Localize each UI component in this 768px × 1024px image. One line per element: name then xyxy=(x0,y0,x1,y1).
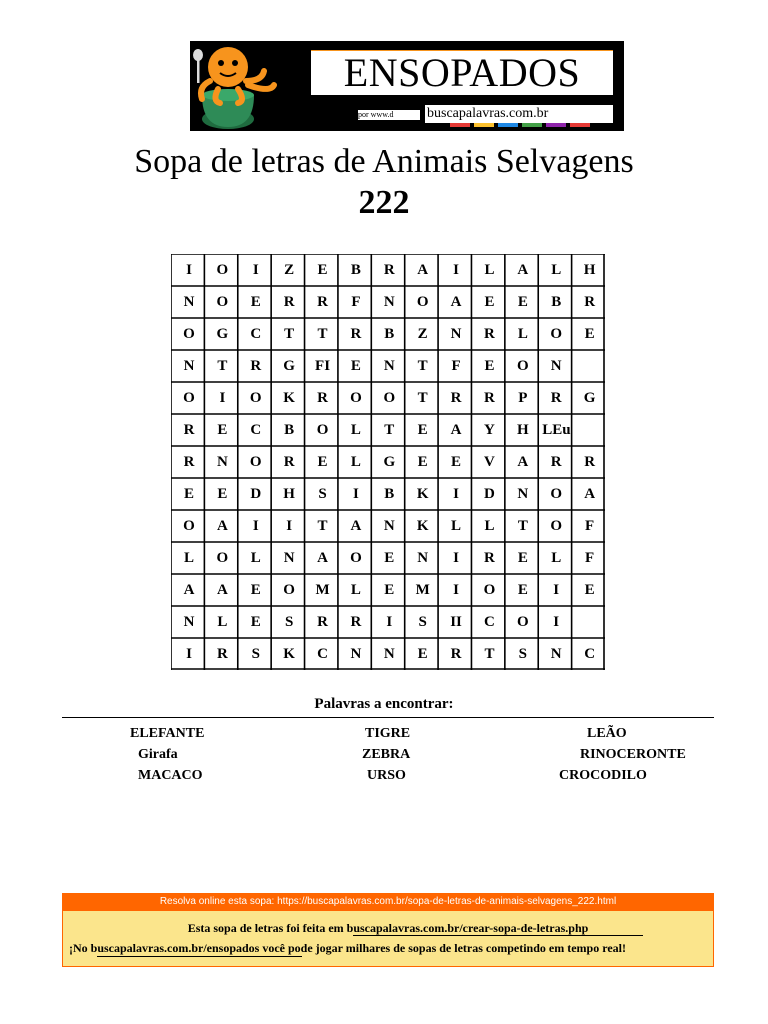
grid-cell[interactable]: E xyxy=(584,582,595,598)
grid-cell[interactable]: V xyxy=(484,454,495,470)
grid-cell[interactable]: Y xyxy=(484,422,495,438)
promo-underline xyxy=(97,956,302,957)
grid-cell[interactable]: R xyxy=(584,294,596,310)
grid-cell[interactable]: R xyxy=(216,646,228,662)
grid-cell[interactable]: A xyxy=(317,550,328,566)
grid-cell[interactable]: I xyxy=(453,550,459,566)
grid-cell[interactable]: A xyxy=(183,582,195,598)
grid-cell[interactable]: O xyxy=(183,518,195,534)
grid-cell[interactable]: N xyxy=(550,646,562,662)
grid-cell[interactable]: A xyxy=(350,518,362,534)
grid-cell[interactable]: T xyxy=(417,358,428,374)
grid-cell[interactable]: A xyxy=(216,582,228,598)
grid-cell[interactable]: R xyxy=(450,390,462,406)
grid-cell[interactable]: R xyxy=(283,454,295,470)
grid-cell[interactable]: E xyxy=(517,582,528,598)
grid-cell[interactable]: E xyxy=(417,454,428,470)
grid-cell[interactable]: O xyxy=(249,454,262,470)
word-item: URSO xyxy=(367,768,406,783)
grid-cell[interactable]: L xyxy=(484,518,495,534)
grid-cell[interactable]: O xyxy=(550,326,563,342)
grid-cell[interactable]: K xyxy=(283,646,295,662)
page-number: 222 xyxy=(358,184,410,221)
grid-cell[interactable]: T xyxy=(317,518,328,534)
grid-cell[interactable]: N xyxy=(417,550,429,566)
grid-cell[interactable]: I xyxy=(219,390,226,406)
grid-cell[interactable]: F xyxy=(451,358,461,374)
grid-cell[interactable]: I xyxy=(186,262,192,278)
grid-cell[interactable]: T xyxy=(484,646,495,662)
grid-cell[interactable]: E xyxy=(350,358,361,374)
grid-cell[interactable]: N xyxy=(517,486,529,502)
grid-cell[interactable]: I xyxy=(453,486,459,502)
grid-cell[interactable]: R xyxy=(317,390,328,406)
grid-cell[interactable]: R xyxy=(350,614,362,630)
grid-cell[interactable]: E xyxy=(517,294,528,310)
grid-cell[interactable]: B xyxy=(551,294,562,310)
word-search-grid[interactable] xyxy=(171,254,605,670)
grid-cell[interactable]: C xyxy=(584,646,596,662)
grid-cell[interactable]: N xyxy=(550,358,562,374)
grid-cell[interactable]: O xyxy=(183,326,195,342)
grid-cell[interactable]: R xyxy=(183,454,195,470)
grid-cell[interactable]: E xyxy=(417,646,428,662)
grid-cell[interactable]: L xyxy=(350,422,361,438)
grid-cell[interactable]: M xyxy=(415,582,430,598)
grid-cell[interactable]: O xyxy=(183,390,195,406)
grid-cell[interactable]: H xyxy=(517,422,529,438)
grid-cell[interactable]: A xyxy=(517,454,529,470)
grid-cell[interactable]: L xyxy=(451,518,462,534)
grid-cell[interactable]: C xyxy=(484,614,495,630)
grid-cell[interactable]: H xyxy=(283,486,295,502)
grid-cell[interactable]: N xyxy=(216,454,228,470)
page-title: Sopa de letras de Animais Selvagens xyxy=(134,143,634,180)
grid-cell[interactable]: M xyxy=(315,582,330,598)
grid-cell[interactable]: R xyxy=(183,422,195,438)
grid-cell[interactable]: A xyxy=(216,518,228,534)
grid-cell[interactable]: A xyxy=(417,262,429,278)
grid-cell[interactable]: E xyxy=(484,294,495,310)
grid-cell[interactable]: O xyxy=(550,518,563,534)
grid-cell[interactable]: E xyxy=(451,454,462,470)
grid-cell[interactable]: I xyxy=(386,614,393,630)
grid-cell[interactable]: O xyxy=(517,358,529,374)
word-item: CROCODILO xyxy=(559,768,647,783)
grid-cell[interactable]: N xyxy=(383,646,395,662)
grid-cell[interactable]: E xyxy=(250,582,261,598)
grid-cell[interactable]: O xyxy=(517,614,529,630)
word-item: ZEBRA xyxy=(362,747,411,762)
grid-cell[interactable]: B xyxy=(384,486,395,502)
grid-cell[interactable]: Z xyxy=(417,326,428,342)
grid-cell[interactable]: N xyxy=(450,326,462,342)
grid-cell[interactable]: E xyxy=(484,358,495,374)
grid-cell[interactable]: E xyxy=(183,486,194,502)
grid-cell[interactable]: E xyxy=(217,422,228,438)
grid-cell[interactable]: L xyxy=(484,262,495,278)
grid-cell[interactable]: I xyxy=(186,646,192,662)
made-with-underline xyxy=(353,935,643,936)
grid-cell[interactable]: K xyxy=(283,390,295,406)
grid-cell[interactable]: K xyxy=(416,518,429,534)
word-item: Girafa xyxy=(138,747,178,762)
grid-cell[interactable]: O xyxy=(416,294,429,310)
grid-cell[interactable]: R xyxy=(484,326,495,342)
made-with-text[interactable]: Esta sopa de letras foi feita em buscapalavras.com.br/crear-sopa-de-letras.php xyxy=(187,921,589,935)
grid-cell[interactable]: T xyxy=(417,390,428,406)
grid-cell[interactable]: R xyxy=(283,294,295,310)
grid-cell[interactable]: A xyxy=(450,294,462,310)
grid-cell[interactable]: S xyxy=(418,614,427,630)
grid-cell[interactable]: C xyxy=(317,646,328,662)
grid-cell[interactable]: R xyxy=(317,294,328,310)
grid-cell[interactable]: O xyxy=(383,390,396,406)
grid-cell[interactable]: L xyxy=(551,550,562,566)
word-item: MACACO xyxy=(138,768,203,783)
grid-cell[interactable]: N xyxy=(383,294,395,310)
grid-cell[interactable]: T xyxy=(284,326,295,342)
word-item: RINOCERONTE xyxy=(580,747,686,762)
grid-cell[interactable]: R xyxy=(250,358,262,374)
grid-cell[interactable]: N xyxy=(383,358,395,374)
grid-cell[interactable]: II xyxy=(450,614,462,630)
grid-cell[interactable]: E xyxy=(250,614,261,630)
footer-box xyxy=(62,910,714,967)
grid-cell[interactable]: I xyxy=(252,518,259,534)
grid-cell[interactable]: G xyxy=(283,358,295,374)
grid-cell[interactable]: B xyxy=(350,262,361,278)
grid-cell[interactable]: L xyxy=(517,326,528,342)
grid-cell[interactable]: F xyxy=(585,518,595,534)
grid-cell[interactable]: B xyxy=(284,422,295,438)
grid-cell[interactable]: L xyxy=(250,550,261,566)
online-link-bar[interactable] xyxy=(62,893,714,910)
grid-cell[interactable]: E xyxy=(417,422,428,438)
banner-site-link[interactable]: buscapalavras.com.br xyxy=(425,105,613,123)
words-divider xyxy=(62,717,714,718)
grid-cell[interactable]: I xyxy=(553,582,560,598)
grid-cell[interactable]: L xyxy=(217,614,228,630)
grid-cell[interactable]: N xyxy=(183,294,195,310)
grid-cell[interactable]: I xyxy=(286,518,293,534)
grid-cell[interactable]: E xyxy=(217,486,228,502)
grid-cell[interactable]: T xyxy=(517,518,528,534)
grid-cell[interactable]: G xyxy=(583,390,596,406)
grid-cell[interactable]: E xyxy=(384,550,395,566)
grid-cell[interactable]: N xyxy=(350,646,362,662)
grid-cell[interactable]: FI xyxy=(315,358,331,374)
grid-cell[interactable]: R xyxy=(584,454,596,470)
grid-cell[interactable]: S xyxy=(518,646,528,662)
grid-cell[interactable]: A xyxy=(450,422,462,438)
banner-byline: por www.d xyxy=(358,110,420,120)
grid-cell[interactable]: D xyxy=(250,486,262,502)
banner-color-stripes xyxy=(450,123,590,129)
grid-cell[interactable]: E xyxy=(384,582,395,598)
online-link-text[interactable]: Resolva online esta sopa: https://buscapalavras.com.br/sopa-de-letras-de-animais-selvagens_222.html xyxy=(159,896,617,907)
grid-cell[interactable]: F xyxy=(351,294,361,310)
grid-cell[interactable]: O xyxy=(216,262,229,278)
grid-cell[interactable]: R xyxy=(550,390,562,406)
grid-cell[interactable]: R xyxy=(484,550,495,566)
grid-cell[interactable]: K xyxy=(416,486,429,502)
grid-cell[interactable]: F xyxy=(585,550,595,566)
grid-cell[interactable]: O xyxy=(350,390,362,406)
banner-title: ENSOPADOS xyxy=(343,50,581,95)
grid-cell[interactable]: S xyxy=(284,614,294,630)
grid-cell[interactable]: L xyxy=(350,454,361,470)
grid-cell[interactable]: L xyxy=(551,262,562,278)
grid-cell[interactable]: R xyxy=(484,390,495,406)
grid-cell[interactable]: E xyxy=(250,294,261,310)
grid-cell[interactable]: P xyxy=(518,390,528,406)
grid-cell[interactable]: S xyxy=(251,646,260,662)
grid-cell[interactable]: E xyxy=(584,326,595,342)
grid-cell[interactable]: O xyxy=(216,550,229,566)
grid-cell[interactable]: D xyxy=(484,486,495,502)
grid-cell[interactable]: Z xyxy=(284,262,295,278)
grid-cell[interactable]: L xyxy=(350,582,361,598)
grid-cell[interactable]: O xyxy=(216,294,229,310)
banner-title-box xyxy=(311,51,613,95)
grid-cell[interactable]: LEu xyxy=(542,422,571,438)
grid-cell[interactable]: H xyxy=(583,262,596,278)
grid-cell[interactable]: T xyxy=(317,326,328,342)
grid-cell[interactable]: R xyxy=(317,614,328,630)
grid-cell[interactable]: N xyxy=(283,550,295,566)
grid-cell[interactable]: R xyxy=(383,262,395,278)
grid-cell[interactable]: N xyxy=(183,358,195,374)
grid-cell[interactable]: C xyxy=(250,422,262,438)
header-banner xyxy=(190,41,624,131)
grid-cell[interactable]: B xyxy=(384,326,395,342)
grid-cell[interactable]: O xyxy=(316,422,329,438)
grid-cell[interactable]: A xyxy=(584,486,596,502)
grid-cell[interactable]: N xyxy=(383,518,395,534)
grid-cell[interactable]: I xyxy=(252,262,259,278)
grid-cell[interactable]: S xyxy=(318,486,327,502)
grid-cell[interactable]: R xyxy=(450,646,462,662)
grid-cell[interactable]: I xyxy=(553,614,560,630)
grid-cell[interactable]: O xyxy=(483,582,496,598)
grid-cell[interactable]: I xyxy=(453,582,459,598)
grid-cell[interactable]: O xyxy=(283,582,295,598)
grid-cell[interactable]: T xyxy=(384,422,395,438)
grid-cell[interactable]: O xyxy=(550,486,563,502)
grid-cell[interactable]: G xyxy=(383,454,396,470)
grid-cell[interactable]: N xyxy=(183,614,195,630)
grid-cell[interactable]: T xyxy=(217,358,228,374)
grid-cell[interactable]: R xyxy=(350,326,362,342)
grid-cell[interactable]: I xyxy=(453,262,459,278)
grid-cell[interactable]: G xyxy=(216,326,229,342)
grid-cell[interactable]: E xyxy=(317,454,328,470)
grid-cell[interactable]: L xyxy=(183,550,194,566)
grid-cell[interactable]: I xyxy=(353,486,359,502)
grid-cell[interactable]: E xyxy=(317,262,328,278)
grid-cell[interactable]: E xyxy=(517,550,528,566)
grid-cell[interactable]: O xyxy=(350,550,362,566)
word-item: ELEFANTE xyxy=(130,726,205,741)
word-item: LEÃO xyxy=(587,726,627,741)
grid-cell[interactable]: R xyxy=(550,454,562,470)
grid-cell[interactable]: A xyxy=(517,262,529,278)
words-heading: Palavras a encontrar: xyxy=(314,696,454,712)
grid-cell[interactable]: O xyxy=(249,390,262,406)
octopus-in-pot-icon xyxy=(190,41,280,131)
word-item: TIGRE xyxy=(365,726,411,741)
grid-cell[interactable]: C xyxy=(250,326,262,342)
promo-text[interactable]: ¡No buscapalavras.com.br/ensopados você pode jogar milhares de sopas de letras competindo em tempo real! xyxy=(69,941,626,955)
